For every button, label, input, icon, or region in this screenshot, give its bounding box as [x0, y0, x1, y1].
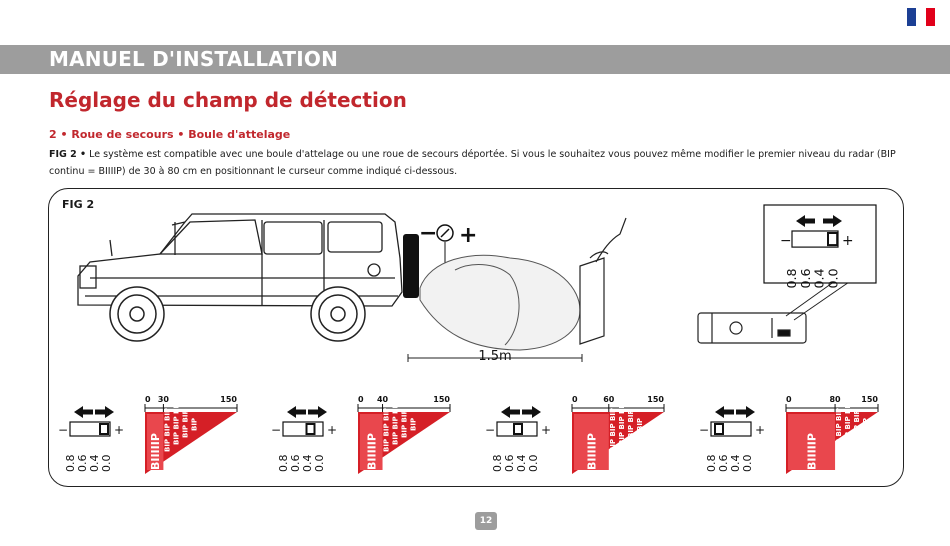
- setting-slider-knob: [307, 424, 315, 434]
- setting-tick-label-start: 0: [145, 395, 151, 404]
- distance-label: 1.5m: [478, 349, 512, 364]
- setting-plus-label: +: [114, 423, 125, 437]
- setting-slider-knob: [715, 424, 723, 434]
- setting-continuous-label: BIIIIIP: [585, 433, 599, 470]
- setting-scale-label: 0.8: [64, 454, 77, 472]
- setting-scale-label: 0.8: [491, 454, 504, 472]
- setting-beep-label: BIP BIP: [853, 409, 862, 438]
- setting-scale-label: 0.8: [705, 454, 718, 472]
- setting-tick-label-end: 150: [433, 395, 450, 404]
- setting-tick-label-mark: 40: [376, 395, 389, 404]
- zoom-scale-label: 0.0: [825, 268, 841, 289]
- setting-beep-label: BIP: [862, 417, 871, 431]
- setting-example: [699, 395, 878, 474]
- setting-beep-label: BIP BIP BIP: [835, 407, 844, 452]
- setting-beep-label: BIP: [635, 417, 644, 431]
- setting-slider-knob: [514, 424, 522, 434]
- setting-tick-label-start: 0: [786, 395, 792, 404]
- setting-scale-label: 0.4: [729, 454, 742, 472]
- intro-text: Le système est compatible avec une boule d'attelage ou une roue de secours déportée. Si vous le souhaitez vous pouvez même modifier le premier niveau du radar (BIP continu = BIIIIP) de 30 à 80 cm en positionnant le curseur comme indiqué ci-dessous.: [49, 149, 896, 177]
- setting-plus-label: +: [327, 423, 338, 437]
- setting-right-arrow-icon: [95, 406, 114, 418]
- page-title: Réglage du champ de détection: [49, 88, 407, 112]
- control-unit-illustration: [698, 313, 806, 343]
- setting-scale-label: 0.0: [527, 454, 540, 472]
- zoom-scale-label: 0.4: [811, 268, 827, 289]
- setting-right-arrow-icon: [308, 406, 327, 418]
- zoom-slider-knob: [828, 233, 837, 245]
- setting-beep-label: BIP BIP: [181, 409, 190, 438]
- vehicle-rear-wheel: [311, 287, 365, 341]
- zoom-plus-label: +: [842, 233, 854, 250]
- setting-tick-label-end: 150: [647, 395, 664, 404]
- setting-beep-label: BIP BIP BIP: [844, 400, 853, 445]
- setting-minus-label: −: [271, 423, 282, 437]
- setting-minus-label: −: [58, 423, 69, 437]
- setting-slider-box: [283, 422, 323, 436]
- setting-left-arrow-icon: [715, 406, 734, 418]
- setting-beep-label: BIP BIP BIP: [617, 400, 626, 445]
- adjust-plus-label: +: [459, 223, 478, 248]
- setting-scale-label: 0.0: [313, 454, 326, 472]
- spare-wheel: [403, 234, 419, 298]
- setting-tick-label-mark: 60: [603, 395, 615, 404]
- adjust-minus-label: −: [419, 221, 438, 246]
- setting-scale-label: 0.6: [717, 454, 730, 472]
- test-board-illustration: [580, 218, 626, 344]
- setting-beep-label: BIP BIP: [626, 409, 635, 438]
- setting-beep-label: BIP BIP BIP: [608, 407, 617, 452]
- setting-beep-label: BIP BIP: [400, 409, 409, 438]
- setting-tick-label-mark: 80: [829, 395, 841, 404]
- setting-scale-label: 0.0: [100, 454, 113, 472]
- setting-beep-label: BIP BIP BIP: [391, 400, 400, 445]
- setting-example: [485, 395, 664, 474]
- setting-slider-knob: [100, 424, 108, 434]
- figure-label: FIG 2: [62, 198, 95, 211]
- setting-left-arrow-icon: [287, 406, 306, 418]
- setting-beep-label: BIP BIP BIP: [172, 400, 181, 445]
- header-title: MANUEL D'INSTALLATION: [49, 47, 339, 71]
- setting-beep-label: BIP BIP BIP: [382, 407, 391, 452]
- setting-beep-label: BIP BIP BIP: [163, 407, 172, 452]
- setting-minus-label: −: [699, 423, 710, 437]
- setting-examples: [58, 395, 878, 474]
- intro-label: FIG 2 •: [49, 149, 87, 160]
- setting-plus-label: +: [541, 423, 552, 437]
- setting-tick-label-start: 0: [358, 395, 364, 404]
- setting-tick-label-start: 0: [572, 395, 578, 404]
- zoom-scale-label: 0.8: [784, 268, 799, 289]
- slider-zoom-detail: [764, 205, 876, 289]
- setting-example: [271, 395, 450, 474]
- setting-scale-label: 0.0: [741, 454, 754, 472]
- setting-minus-label: −: [485, 423, 496, 437]
- setting-scale-label: 0.4: [515, 454, 528, 472]
- setting-scale-label: 0.4: [301, 454, 314, 472]
- vehicle-front-wheel: [110, 287, 164, 341]
- setting-tick-label-end: 150: [220, 395, 237, 404]
- setting-plus-label: +: [755, 423, 766, 437]
- setting-continuous-label: BIIIIIP: [365, 433, 379, 470]
- setting-beep-label: BIP: [409, 417, 418, 431]
- page-number: 12: [475, 512, 497, 530]
- setting-example: [58, 395, 237, 474]
- setting-left-arrow-icon: [501, 406, 520, 418]
- setting-right-arrow-icon: [522, 406, 541, 418]
- setting-right-arrow-icon: [736, 406, 755, 418]
- setting-scale-label: 0.4: [88, 454, 101, 472]
- zoom-minus-label: −: [780, 233, 792, 250]
- setting-tick-label-end: 150: [861, 395, 878, 404]
- setting-continuous-label: BIIIIIP: [805, 433, 819, 470]
- setting-scale-label: 0.6: [503, 454, 516, 472]
- detection-zone: [420, 255, 580, 350]
- setting-scale-label: 0.6: [76, 454, 89, 472]
- zoom-scale-label: 0.6: [797, 268, 813, 289]
- section-title: 2 • Roue de secours • Boule d'attelage: [49, 128, 291, 141]
- setting-beep-label: BIP: [190, 417, 199, 431]
- setting-tick-label-mark: 30: [157, 395, 169, 404]
- setting-scale-label: 0.6: [289, 454, 302, 472]
- setting-scale-label: 0.8: [277, 454, 290, 472]
- setting-left-arrow-icon: [74, 406, 93, 418]
- setting-continuous-label: BIIIIIP: [149, 433, 163, 470]
